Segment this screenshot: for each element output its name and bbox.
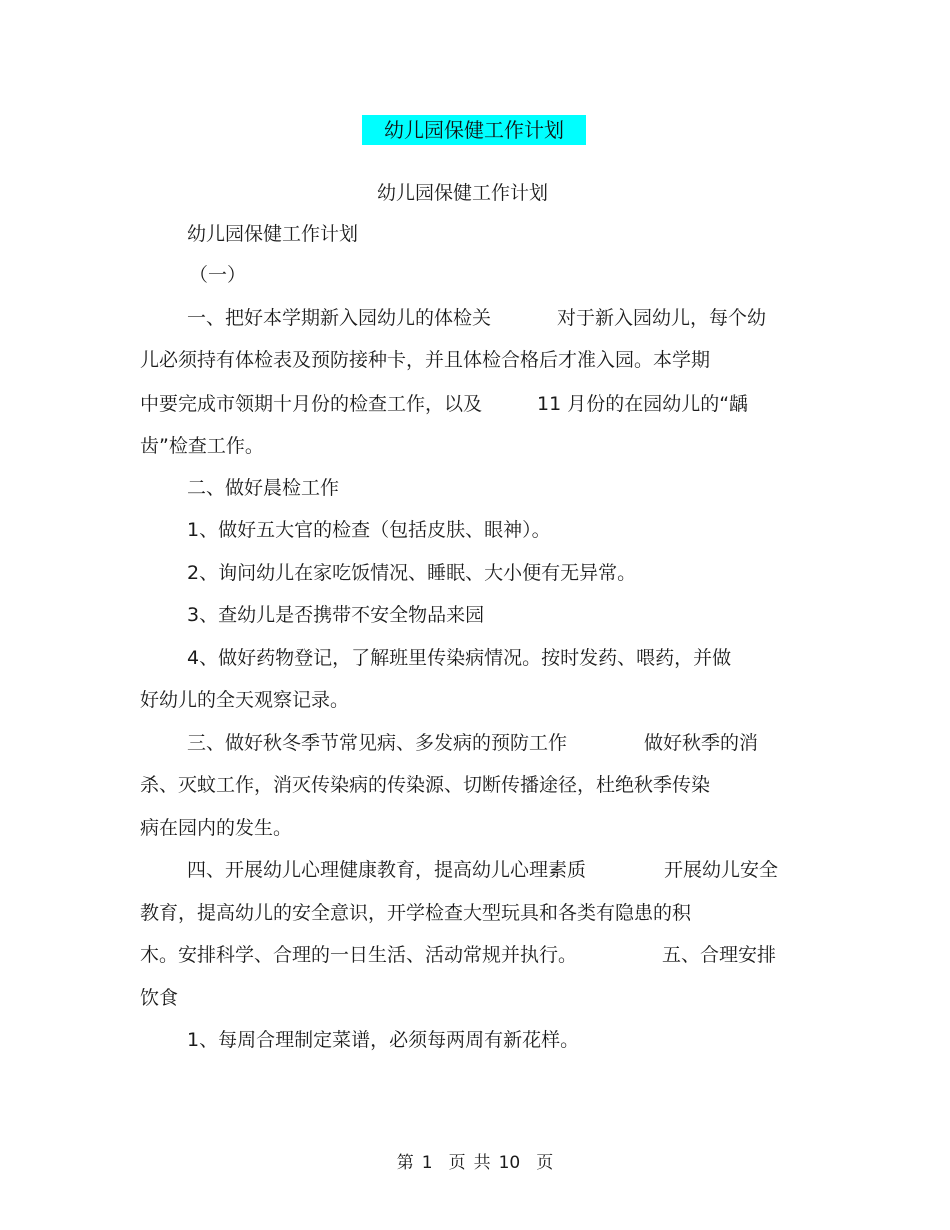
paragraph-line: 儿必须持有体检表及预防接种卡，并且体检合格后才准入园。本学期 <box>140 349 711 371</box>
paragraph-line: 对于新入园幼儿，每个幼 <box>557 307 767 329</box>
footer-label-ye: 页 <box>448 1153 466 1173</box>
list-item: 1、做好五大官的检查（包括皮肤、眼神）。 <box>187 519 551 541</box>
footer-label-ye-2: 页 <box>536 1153 554 1173</box>
paragraph-line: 做好秋季的消 <box>644 732 759 754</box>
paragraph-line: 一、把好本学期新入园幼儿的体检关 <box>187 307 492 329</box>
footer-current-page: 1 <box>421 1153 433 1173</box>
paragraph-line: 齿”检查工作。 <box>140 435 264 457</box>
paragraph-line: 教育，提高幼儿的安全意识，开学检查大型玩具和各类有隐患的积 <box>140 902 692 924</box>
document-heading: 幼儿园保健工作计划 <box>187 223 359 245</box>
section-heading: 三、做好秋冬季节常见病、多发病的预防工作 <box>187 732 568 754</box>
list-item: 3、查幼儿是否携带不安全物品来园 <box>187 604 485 626</box>
paragraph-line: 好幼儿的全天观察记录。 <box>140 689 350 711</box>
paragraph-line: 饮食 <box>140 987 179 1009</box>
highlighted-title: 幼儿园保健工作计划 <box>362 115 586 145</box>
section-heading: 四、开展幼儿心理健康教育，提高幼儿心理素质 <box>187 859 587 881</box>
list-item: 1、每周合理制定菜谱，必须每两周有新花样。 <box>187 1029 580 1051</box>
paragraph-line: 病在园内的发生。 <box>140 817 293 839</box>
page-footer <box>0 1150 950 1176</box>
footer-label-total: 共 <box>473 1153 491 1173</box>
footer-total-pages: 10 <box>498 1153 521 1173</box>
paragraph-line: 木。安排科学、合理的一日生活、活动常规并执行。 <box>140 944 578 966</box>
section-heading: 二、做好晨检工作 <box>187 477 340 499</box>
list-item: 2、询问幼儿在家吃饭情况、睡眠、大小便有无异常。 <box>187 562 637 584</box>
section-heading: 五、合理安排 <box>662 944 777 966</box>
footer-label-page: 第 <box>396 1153 414 1173</box>
document-subtitle: 幼儿园保健工作计划 <box>377 182 549 204</box>
paragraph-line: 杀、灭蚊工作，消灭传染病的传染源、切断传播途径，杜绝秋季传染 <box>140 774 711 796</box>
paragraph-line: 11 月份的在园幼儿的“龋 <box>537 393 749 415</box>
paragraph-line: 开展幼儿安全 <box>664 859 779 881</box>
list-item: 4、做好药物登记，了解班里传染病情况。按时发药、喂药，并做 <box>187 647 732 669</box>
part-label: （一） <box>189 264 247 286</box>
paragraph-line: 中要完成市领期十月份的检查工作，以及 <box>140 393 483 415</box>
